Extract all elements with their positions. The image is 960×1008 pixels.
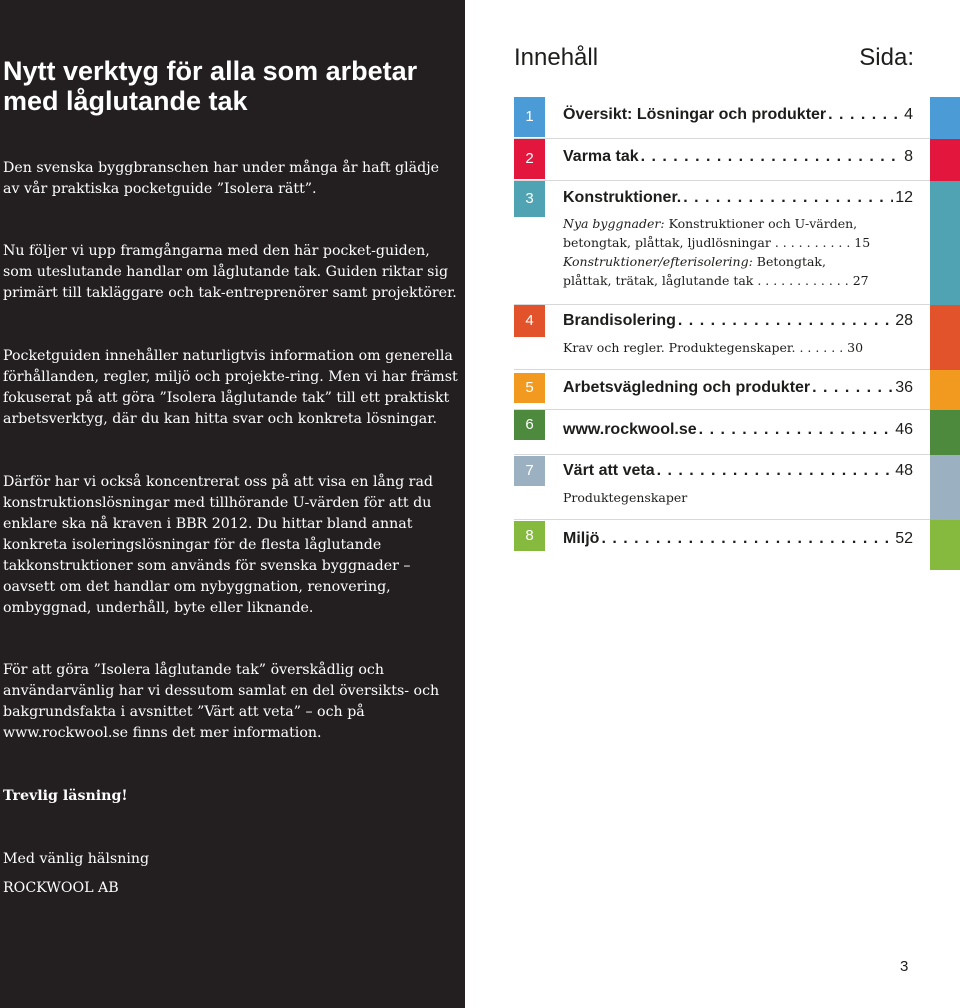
toc-sub-3d[interactable]: plåttak, trätak, låglutande tak . . . . . . . . . . . . 27 <box>563 273 869 288</box>
sub-italic: Nya byggnader: <box>563 216 665 231</box>
intro-paragraph-5: För att göra ”Isolera låglutande tak” överskådlig och användarvänlig har vi dessutom samlat en del översikts- och bakgrundsfakta i avsnittet ”Värt att veta” – och på www.rockwool.se finns det mer information. <box>3 662 440 741</box>
toc-entry-6[interactable] <box>563 421 913 439</box>
sub-italic: Konstruktioner/efterisolering: <box>563 254 753 269</box>
toc-entry-label: Arbetsvägledning och produkter <box>563 379 811 396</box>
leader-dots <box>828 106 902 124</box>
intro-paragraph-3: Pocketguiden innehåller naturligtvis information om generella förhållanden, regler, miljö och projekte-ring. Men vi har främst fokuserat på att göra ”Isolera låglutande tak” till ett praktiskt arbetsverktyg, där du kan hitta svar och konkreta lösningar. <box>3 348 458 427</box>
toc-sub-4[interactable]: Krav och regler. Produktegenskaper. . . . . . . 30 <box>563 340 864 355</box>
toc-entry-label: www.rockwool.se <box>563 421 697 438</box>
section-8-color-strip <box>930 520 960 570</box>
toc-page-label: Sida: <box>859 44 914 71</box>
toc-title: Innehåll <box>514 44 599 71</box>
toc-entry-label: Miljö <box>563 530 600 547</box>
section-number-5: 5 <box>514 373 545 403</box>
toc-divider <box>514 180 930 181</box>
toc-entry-page: 28 <box>895 312 913 329</box>
toc-entry-label: Översikt: Lösningar och produkter <box>563 106 827 123</box>
section-4-color-strip <box>930 305 960 370</box>
leader-dots <box>678 312 893 330</box>
toc-row-6[interactable] <box>514 410 914 440</box>
intro-paragraph-4: Därför har vi också koncentrerat oss på att visa en lång rad konstruktionslösningar med tillhörande U-värden för att du enklare ska nå kraven i BBR 2012. Du hittar bland annat konkreta isoleringslösningar för de flesta låglutande takkonstruktioner som används för svenska byggnader – oavsett om det handlar om nybyggnation, renovering, ombyggnad, underhåll, byte eller liknande. <box>3 474 433 616</box>
toc-entry-label: Brandisolering <box>563 312 676 329</box>
toc-entry-8[interactable] <box>563 530 913 548</box>
toc-entry-5[interactable] <box>563 379 913 397</box>
leader-dots <box>641 148 902 166</box>
toc-row-2[interactable] <box>514 139 914 179</box>
page-number: 3 <box>900 958 909 975</box>
section-6-color-strip <box>930 410 960 455</box>
toc-entry-label: Värt att veta <box>563 462 655 479</box>
section-7-color-strip <box>930 455 960 520</box>
section-1-color-strip <box>930 97 960 139</box>
toc-divider <box>514 369 930 370</box>
intro-title: Nytt verktyg för alla som arbetar med låglutande tak <box>3 56 418 116</box>
toc-entry-label: Varma tak <box>563 148 639 165</box>
toc-entry-page: 12 <box>895 189 913 206</box>
toc-divider <box>514 519 930 520</box>
toc-divider <box>514 304 930 305</box>
section-number-3: 3 <box>514 181 545 217</box>
greeting: Trevlig läsning! <box>3 788 128 804</box>
toc-entry-page: 48 <box>895 462 913 479</box>
toc-entry-1[interactable] <box>563 106 913 124</box>
toc-divider <box>514 138 930 139</box>
toc-row-3[interactable] <box>514 181 914 217</box>
leader-dots <box>683 189 893 207</box>
toc-divider <box>514 409 930 410</box>
section-3-color-strip <box>930 181 960 305</box>
toc-row-1[interactable] <box>514 97 914 137</box>
section-number-7: 7 <box>514 456 545 486</box>
toc-entry-page: 46 <box>895 421 913 438</box>
sub-text: Konstruktioner och U-värden, <box>664 216 858 231</box>
intro-paragraph-2: Nu följer vi upp framgångarna med den här pocket-guiden, som uteslutande handlar om låglutande tak. Guiden riktar sig primärt till takläggare och tak-entreprenörer samt projektörer. <box>3 243 457 301</box>
toc-entry-label: Konstruktioner. <box>563 189 682 206</box>
toc-entry-page: 52 <box>895 530 913 547</box>
leader-dots <box>657 462 894 480</box>
section-number-1: 1 <box>514 97 545 137</box>
section-number-4: 4 <box>514 305 545 337</box>
intro-paragraph-1: Den svenska byggbranschen har under många år haft glädje av vår praktiska pocketguide ”Isolera rätt”. <box>3 160 440 197</box>
toc-entry-3[interactable] <box>563 189 913 207</box>
toc-sub-3a[interactable] <box>563 214 863 233</box>
section-2-color-strip <box>930 139 960 181</box>
leader-dots <box>601 530 893 548</box>
toc-entry-page: 8 <box>904 148 913 165</box>
toc-row-7[interactable] <box>514 456 914 486</box>
toc-sub-3c[interactable] <box>563 252 863 271</box>
toc-sub-3b[interactable]: betongtak, plåttak, ljudlösningar . . . . . . . . . . 15 <box>563 235 871 250</box>
leader-dots <box>812 379 893 397</box>
toc-sub-7[interactable]: Produktegenskaper <box>563 490 688 505</box>
leader-dots <box>699 421 894 439</box>
toc-row-4[interactable] <box>514 305 914 337</box>
toc-entry-page: 4 <box>904 106 913 123</box>
toc-divider <box>514 454 930 455</box>
toc-row-8[interactable] <box>514 521 914 551</box>
section-number-6: 6 <box>514 410 545 440</box>
toc-entry-7[interactable] <box>563 462 913 480</box>
toc-entry-2[interactable] <box>563 148 913 166</box>
company-name: ROCKWOOL AB <box>3 880 119 896</box>
section-number-8: 8 <box>514 521 545 551</box>
intro-panel <box>0 0 465 1008</box>
closing: Med vänlig hälsning <box>3 851 150 867</box>
toc-header <box>514 44 914 80</box>
sub-text: Betongtak, <box>752 254 826 269</box>
section-number-2: 2 <box>514 139 545 179</box>
toc-entry-4[interactable] <box>563 312 913 330</box>
toc-entry-page: 36 <box>895 379 913 396</box>
toc-row-5[interactable] <box>514 373 914 403</box>
section-5-color-strip <box>930 370 960 410</box>
